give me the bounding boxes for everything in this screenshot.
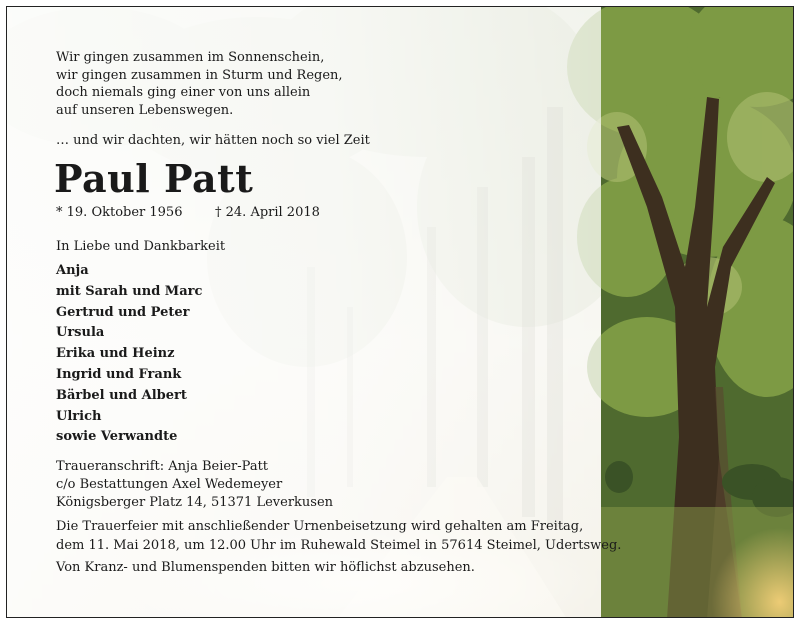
mourners-list xyxy=(56,261,202,448)
poem-line: wir gingen zusammen in Sturm und Regen, xyxy=(56,67,343,83)
time-line: … und wir dachten, wir hätten noch so viel Zeit xyxy=(56,133,370,148)
mourner: Gertrud und Peter xyxy=(56,304,190,320)
address-line: c/o Bestattungen Axel Wedemeyer xyxy=(56,477,283,492)
dedication-intro: In Liebe und Dankbarkeit xyxy=(56,239,226,254)
mourner: Erika und Heinz xyxy=(56,346,175,362)
address-line: Königsberger Platz 14, 51371 Leverkusen xyxy=(56,495,334,510)
deceased-name: Paul Patt xyxy=(54,156,254,201)
obituary-text xyxy=(7,7,794,618)
mourner: mit Sarah und Marc xyxy=(56,283,203,299)
mourning-address xyxy=(56,458,333,512)
mourner: Ulrich xyxy=(56,408,102,424)
mourner: Ingrid und Frank xyxy=(56,366,182,382)
poem-line: auf unseren Lebenswegen. xyxy=(56,102,234,118)
ceremony-line: dem 11. Mai 2018, um 12.00 Uhr im Ruhewald Steimel in 57614 Steimel, Udertsweg. xyxy=(56,538,622,553)
mourner: sowie Verwandte xyxy=(56,429,178,445)
address-line: Traueranschrift: Anja Beier-Patt xyxy=(56,459,269,474)
poem xyxy=(56,49,343,119)
poem-line: Wir gingen zusammen im Sonnenschein, xyxy=(56,50,325,65)
mourner: Ursula xyxy=(56,325,105,341)
mourner: Bärbel und Albert xyxy=(56,387,187,403)
poem-line: doch niemals ging einer von uns allein xyxy=(56,85,311,100)
obituary-card xyxy=(6,6,794,618)
flowers-notice: Von Kranz- und Blumenspenden bitten wir höflichst abzusehen. xyxy=(56,560,475,575)
birth-date: * 19. Oktober 1956 xyxy=(56,205,183,220)
ceremony-line: Die Trauerfeier mit anschließender Urnenbeisetzung wird gehalten am Freitag, xyxy=(56,519,584,534)
mourner: Anja xyxy=(56,263,89,278)
ceremony-notice xyxy=(56,517,621,555)
death-date: † 24. April 2018 xyxy=(215,205,320,220)
